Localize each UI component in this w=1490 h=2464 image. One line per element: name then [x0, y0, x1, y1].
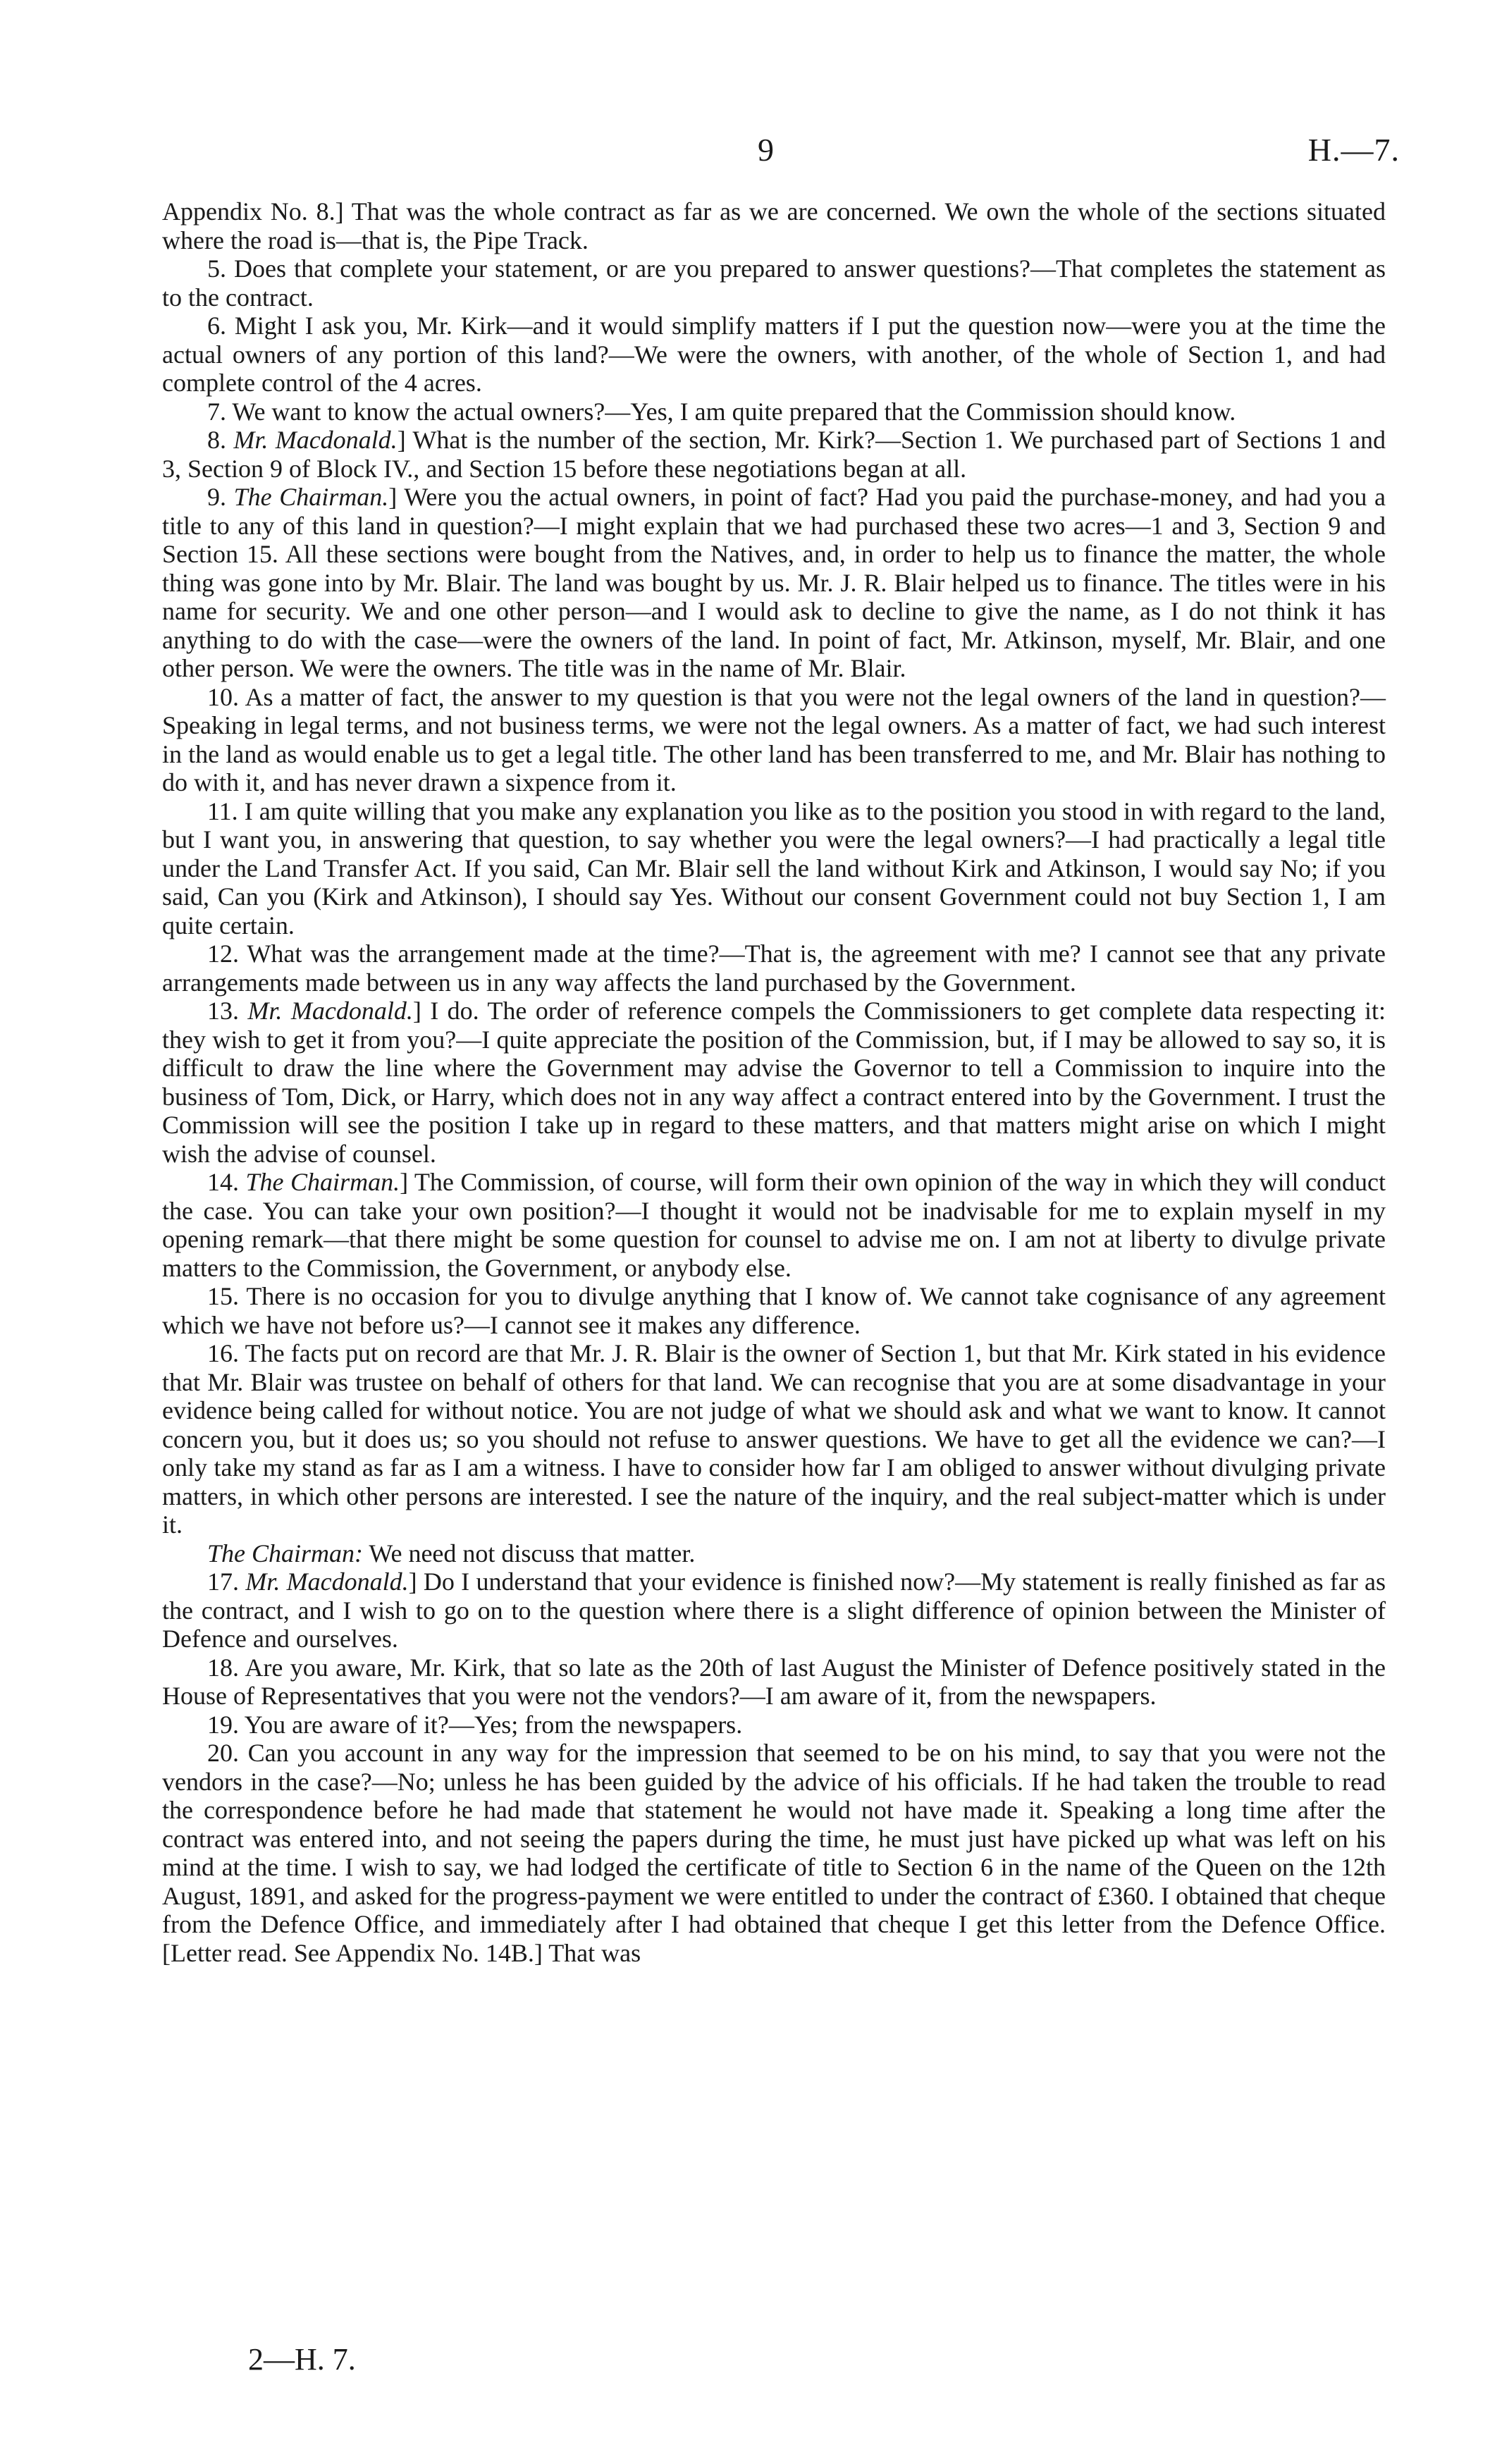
- paragraph: 18. Are you aware, Mr. Kirk, that so late as the 20th of last August the Minister of Defence positively stated in the House of Representatives that you were not the vendors?—I am aware of it, from the newspapers.: [162, 1653, 1386, 1710]
- paragraph: 8. Mr. Macdonald.] What is the number of the section, Mr. Kirk?—Section 1. We purchased part of Sections 1 and 3, Section 9 of Block IV., and Section 15 before these negotiations began at all.: [162, 426, 1386, 483]
- paragraph: 19. You are aware of it?—Yes; from the newspapers.: [207, 1710, 743, 1739]
- page-number: 9: [758, 132, 774, 168]
- paragraph: 6. Might I ask you, Mr. Kirk—and it would simplify matters if I put the question now—were you at the time the actual owners of any portion of this land?—We were the owners, with another, of the whole of Section 1, and had complete control of the 4 acres.: [162, 312, 1386, 397]
- paragraph: 15. There is no occasion for you to divulge anything that I know of. We cannot take cognisance of any agreement which we have not before us?—I cannot see it makes any difference.: [162, 1282, 1386, 1339]
- signature-mark: 2—H. 7.: [248, 2342, 356, 2377]
- body-text: [162, 197, 1386, 1967]
- paragraph: 9. The Chairman.] Were you the actual owners, in point of fact? Had you paid the purchase-money, and had you a title to any of this land in question?—I might explain that we had purchased these two acres—1 and 3, Section 9 and Section 15. All these sections were bought from the Natives, and, in order to help us to finance the matter, the whole thing was gone into by Mr. Blair. The land was bought by us. Mr. J. R. Blair helped us to finance. The titles were in his name for security. We and one other person—and I would ask to decline to give the name, as I do not think it has anything to do with the case—were the owners of the land. In point of fact, Mr. Atkinson, myself, Mr. Blair, and one other person. We were the owners. The title was in the name of Mr. Blair.: [162, 483, 1386, 682]
- paragraph: 7. We want to know the actual owners?—Yes, I am quite prepared that the Commission should know.: [207, 397, 1236, 426]
- paragraph: 16. The facts put on record are that Mr. J. R. Blair is the owner of Section 1, but that Mr. Kirk stated in his evidence that Mr. Blair was trustee on behalf of others for that land. We can recognise that you are at some disadvantage in your evidence being called for without notice. You are not judge of what we should ask and what we want to know. It cannot concern you, but it does us; so you should not refuse to answer questions. We have to get all the evidence we can?—I only take my stand as far as I am a witness. I have to consider how far I am obliged to answer without divulging private matters, in which other persons are interested. I see the nature of the inquiry, and the real subject-matter which is under it.: [162, 1339, 1386, 1539]
- paragraph: 13. Mr. Macdonald.] I do. The order of reference compels the Commissioners to get complete data respecting it: they wish to get it from you?—I quite appreciate the position of the Commission, but, if I may be allowed to say so, it is difficult to draw the line where the Government may advise the Governor to tell a Commission to inquire into the business of Tom, Dick, or Harry, which does not in any way affect a contract entered into by the Government. I trust the Commission will see the position I take up in regard to these matters, and that matters might arise on which I might wish the advise of counsel.: [162, 997, 1386, 1168]
- paragraph: 20. Can you account in any way for the impression that seemed to be on his mind, to say that you were not the vendors in the case?—No; unless he has been guided by the advice of his officials. If he had taken the trouble to read the correspondence before he had made that statement he would not have made it. Speaking a long time after the contract was entered into, and not seeing the papers during the time, he must just have picked up what was left on his mind at the time. I wish to say, we had lodged the certificate of title to Section 6 in the name of the Queen on the 12th August, 1891, and asked for the progress-payment we were entitled to under the contract of £360. I obtained that cheque from the Defence Office, and immediately after I had obtained that cheque I get this letter from the Defence Office. [Letter read. See Appendix No. 14B.] That was: [162, 1739, 1386, 1967]
- paragraph: The Chairman: We need not discuss that matter.: [207, 1539, 696, 1567]
- paragraph: 10. As a matter of fact, the answer to my question is that you were not the legal owners of the land in question?—Speaking in legal terms, and not business terms, we were not the legal owners. As a matter of fact, we had such interest in the land as would enable us to get a legal title. The other land has been transferred to me, and Mr. Blair has nothing to do with it, and has never drawn a sixpence from it.: [162, 682, 1386, 796]
- paragraph: 17. Mr. Macdonald.] Do I understand that your evidence is finished now?—My statement is really finished as far as the contract, and I wish to go on to the question where there is a slight difference of opinion between the Minister of Defence and ourselves.: [162, 1567, 1386, 1653]
- document-reference: H.—7.: [1307, 132, 1400, 168]
- paragraph: 5. Does that complete your statement, or are you prepared to answer questions?—That completes the statement as to the contract.: [162, 254, 1386, 312]
- paragraph: 11. I am quite willing that you make any explanation you like as to the position you stood in with regard to the land, but I want you, in answering that question, to say whether you were the legal owners?—I had practically a legal title under the Land Transfer Act. If you said, Can Mr. Blair sell the land without Kirk and Atkinson, I would say No; if you said, Can you (Kirk and Atkinson), I should say Yes. Without our consent Government could not buy Section 1, I am quite certain.: [162, 796, 1386, 940]
- paragraph: 14. The Chairman.] The Commission, of course, will form their own opinion of the way in which they will conduct the case. You can take your own position?—I thought it would not be inadvisable for me to explain myself in my opening remark—that there might be some question for counsel to advise me on. I am not at liberty to divulge private matters to the Commission, the Government, or anybody else.: [162, 1168, 1386, 1282]
- paragraph: 12. What was the arrangement made at the time?—That is, the agreement with me? I cannot see that any private arrangements made between us in any way affects the land purchased by the Government.: [162, 940, 1386, 997]
- paragraph: Appendix No. 8.] That was the whole contract as far as we are concerned. We own the whole of the sections situated where the road is—that is, the Pipe Track.: [162, 197, 1386, 254]
